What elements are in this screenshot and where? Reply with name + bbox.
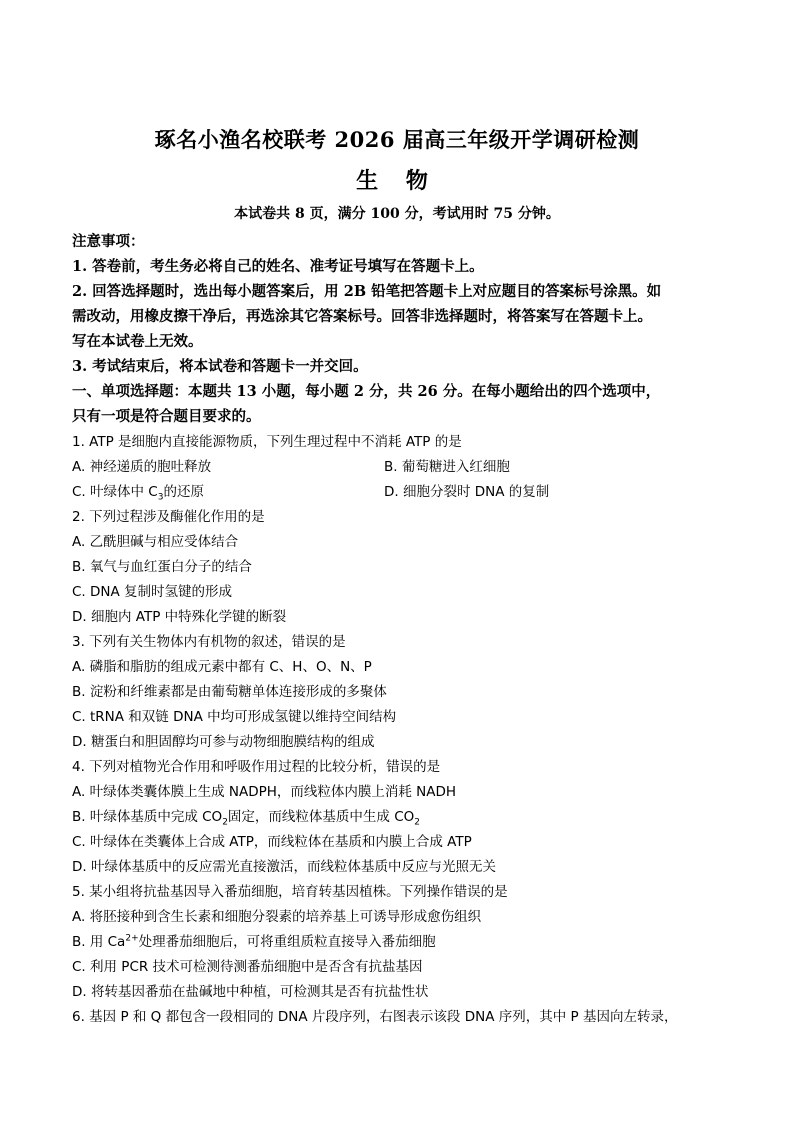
section-1-heading-line-2: 只有一项是符合题目要求的。 [72, 408, 261, 425]
question-2-option-b: B. 氧气与血红蛋白分子的结合 [72, 559, 252, 575]
question-2-stem: 2. 下列过程涉及酶催化作用的是 [72, 509, 265, 525]
notice-item-1: 1. 答卷前，考生务必将自己的姓名、准考证号填写在答题卡上。 [72, 258, 484, 275]
question-1-option-b: B. 葡萄糖进入红细胞 [384, 459, 510, 475]
question-1-option-c: C. 叶绿体中 $C_3$的还原 [72, 484, 204, 503]
notice-heading: 注意事项： [72, 233, 145, 250]
question-4-option-b: B. 叶绿体基质中完成 $CO_2$固定，而线粒体基质中生成 $CO_2$ [72, 809, 420, 828]
notice-item-3: 3. 考试结束后，将本试卷和答题卡一并交回。 [72, 358, 368, 375]
exam-info: 本试卷共 8 页，满分 100 分，考试用时 75 分钟。 [234, 206, 560, 222]
subject-title: 生 物 [356, 168, 438, 194]
notice-item-2-line-1: 2. 回答选择题时，选出每小题答案后，用 2B 铅笔把答题卡上对应题目的答案标号涂黑。如 [72, 283, 662, 300]
question-3-option-b: B. 淀粉和纤维素都是由葡萄糖单体连接形成的多聚体 [72, 684, 387, 700]
question-3-option-d: D. 糖蛋白和胆固醇均可参与动物细胞膜结构的组成 [72, 734, 375, 750]
question-4-option-a: A. 叶绿体类囊体膜上生成 NADPH，而线粒体内膜上消耗 NADH [72, 784, 457, 800]
question-4-option-c: C. 叶绿体在类囊体上合成 ATP，而线粒体在基质和内膜上合成 ATP [72, 834, 472, 850]
question-5-option-b: B. 用 $Ca^{2+}$处理番茄细胞后，可将重组质粒直接导入番茄细胞 [72, 933, 436, 950]
notice-item-2-line-2: 需改动，用橡皮擦干净后，再选涂其它答案标号。回答非选择题时，将答案写在答题卡上。 [72, 308, 652, 325]
exam-title: 琢名小渔名校联考 2026 届高三年级开学调研检测 [154, 127, 640, 152]
question-5-option-d: D. 将转基因番茄在盐碱地中种植，可检测其是否有抗盐性状 [72, 984, 429, 1000]
question-4-stem: 4. 下列对植物光合作用和呼吸作用过程的比较分析，错误的是 [72, 759, 441, 775]
question-5-option-a: A. 将胚接种到含生长素和细胞分裂素的培养基上可诱导形成愈伤组织 [72, 909, 482, 925]
question-1-option-d: D. 细胞分裂时 DNA 的复制 [384, 484, 550, 500]
question-1-option-a: A. 神经递质的胞吐释放 [72, 459, 212, 475]
question-5-option-c: C. 利用 PCR 技术可检测待测番茄细胞中是否含有抗盐基因 [72, 959, 423, 975]
notice-item-2-line-3: 写在本试卷上无效。 [72, 333, 203, 350]
question-3-option-a: A. 磷脂和脂肪的组成元素中都有 C、H、O、N、P [72, 659, 372, 675]
question-5-stem: 5. 某小组将抗盐基因导入番茄细胞，培育转基因植株。下列操作错误的是 [72, 884, 508, 900]
question-1-stem: 1. ATP 是细胞内直接能源物质，下列生理过程中不消耗 ATP 的是 [72, 434, 462, 450]
question-6-stem: 6. 基因 P 和 Q 都包含一段相同的 DNA 片段序列，右图表示该段 DNA 序列，其中 P 基因向左转录， [72, 1009, 678, 1025]
question-2-option-d: D. 细胞内 ATP 中特殊化学键的断裂 [72, 609, 287, 625]
question-2-option-c: C. DNA 复制时氢键的形成 [72, 584, 233, 600]
question-3-option-c: C. tRNA 和双链 DNA 中均可形成氢键以维持空间结构 [72, 709, 397, 725]
question-3-stem: 3. 下列有关生物体内有机物的叙述，错误的是 [72, 634, 346, 650]
question-4-option-d: D. 叶绿体基质中的反应需光直接激活，而线粒体基质中反应与光照无关 [72, 859, 496, 875]
section-1-heading-line-1: 一、单项选择题：本题共 13 小题，每小题 2 分，共 26 分。在每小题给出的四个选项中， [72, 383, 661, 400]
question-2-option-a: A. 乙酰胆碱与相应受体结合 [72, 534, 239, 550]
